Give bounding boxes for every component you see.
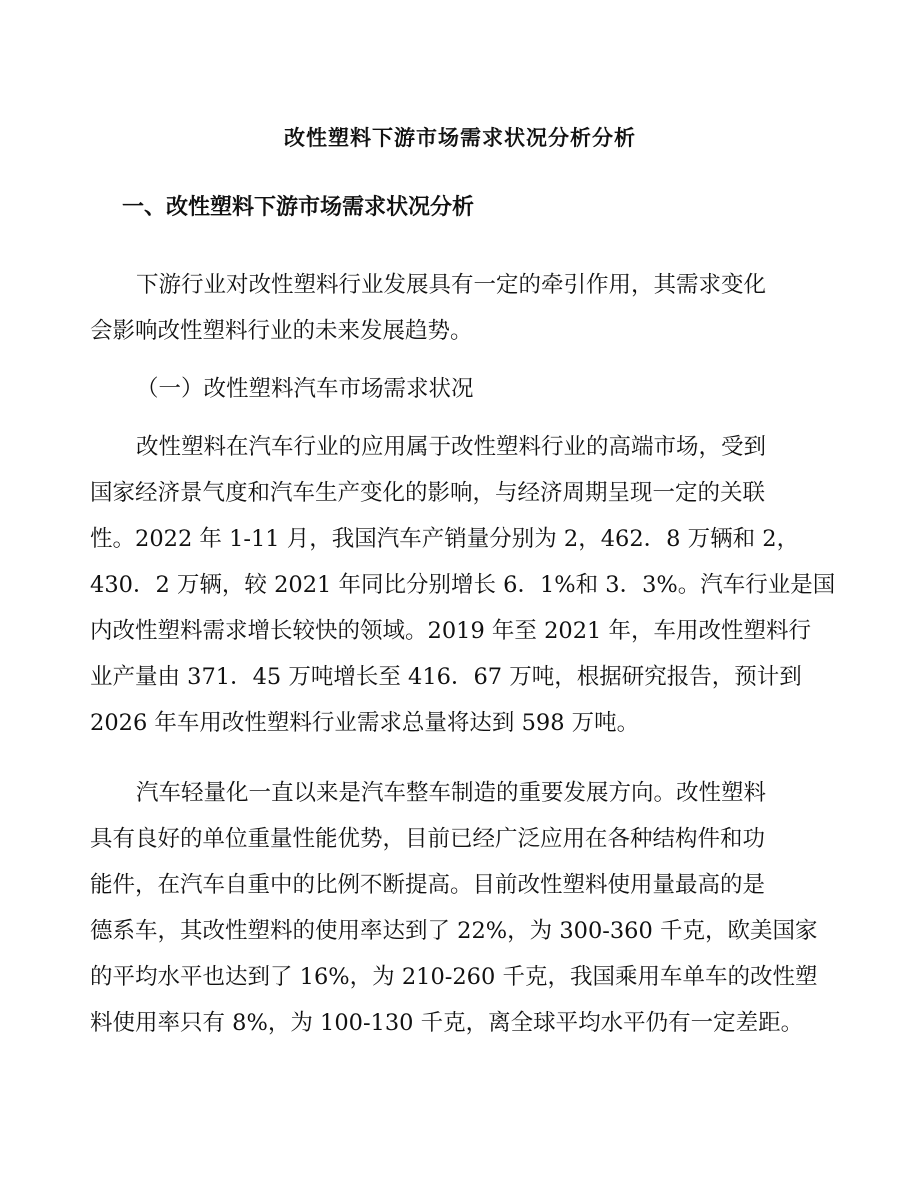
section-heading: 一、改性塑料下游市场需求状况分析 (122, 194, 475, 220)
text-line: 业产量由 371．45 万吨增长至 416．67 万吨，根据研究报告，预计到 (90, 664, 802, 690)
text-line: 2026 年车用改性塑料行业需求总量将达到 598 万吨。 (90, 710, 640, 736)
text-line: 430．2 万辆，较 2021 年同比分别增长 6．1%和 3．3%。汽车行业是国 (90, 572, 836, 598)
text-line: 改性塑料在汽车行业的应用属于改性塑料行业的高端市场，受到 (136, 434, 767, 460)
text-line: 料使用率只有 8%，为 100-130 千克，离全球平均水平仍有一定差距。 (90, 1010, 804, 1036)
text-line: 内改性塑料需求增长较快的领域。2019 年至 2021 年，车用改性塑料行 (90, 618, 811, 644)
paragraph-lightweighting (90, 770, 850, 1046)
text-line: 能件，在汽车自重中的比例不断提高。目前改性塑料使用量最高的是 (90, 872, 766, 898)
text-line: 下游行业对改性塑料行业发展具有一定的牵引作用，其需求变化 (136, 272, 767, 298)
text-line: 德系车，其改性塑料的使用率达到了 22%，为 300-360 千克，欧美国家 (90, 918, 818, 944)
text-line: 具有良好的单位重量性能优势，目前已经广泛应用在各种结构件和功 (90, 826, 766, 852)
text-line: 汽车轻量化一直以来是汽车整车制造的重要发展方向。改性塑料 (136, 780, 767, 806)
document-title: 改性塑料下游市场需求状况分析分析 (284, 125, 636, 150)
intro-paragraph (90, 262, 850, 354)
text-line: 性。2022 年 1-11 月，我国汽车产销量分别为 2，462．8 万辆和 2， (90, 526, 800, 552)
text-line: 的平均水平也达到了 16%，为 210-260 千克，我国乘用车单车的改性塑 (90, 964, 818, 990)
text-line: 国家经济景气度和汽车生产变化的影响，与经济周期呈现一定的关联 (90, 480, 766, 506)
text-line: 会影响改性塑料行业的未来发展趋势。 (90, 318, 473, 344)
paragraph-automotive-demand (90, 424, 850, 746)
document-body (90, 262, 850, 1046)
subsection-heading: （一）改性塑料汽车市场需求状况 (136, 376, 474, 402)
